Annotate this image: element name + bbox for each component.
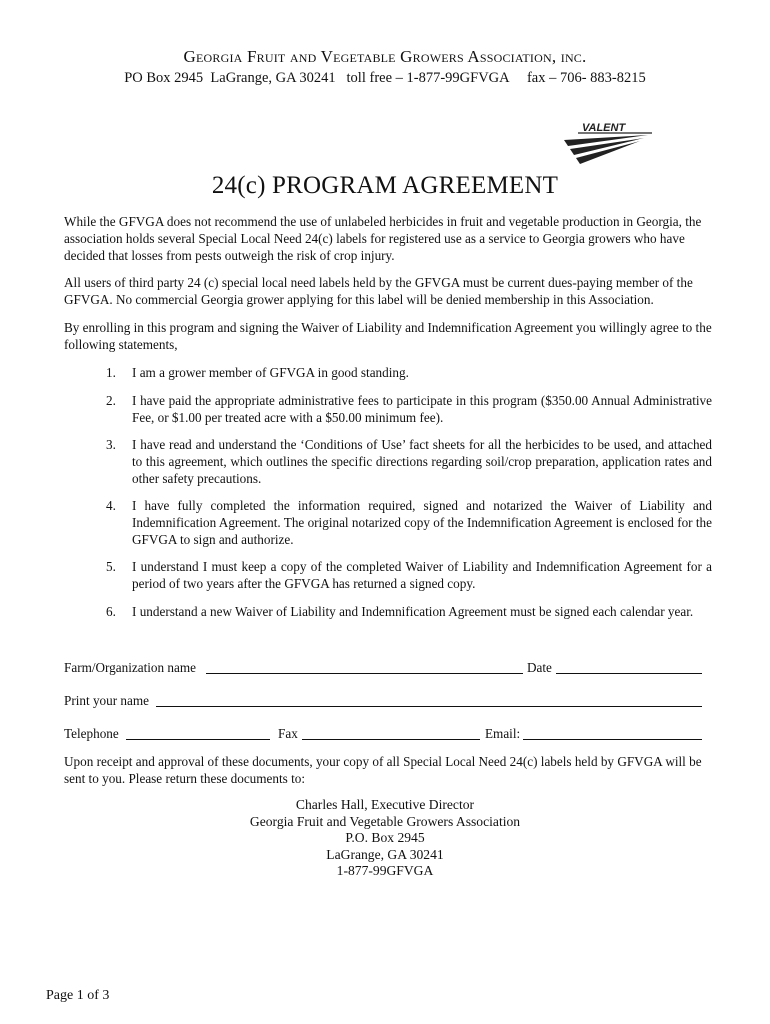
enrollment-paragraph: By enrolling in this program and signing the Waiver of Liability and Indemnification Agreement you willingly agree to the following statements,	[64, 320, 712, 352]
membership-paragraph: All users of third party 24 (c) special local need labels held by the GFVGA must be current dues-paying member of the GFVGA. No commercial Georgia grower applying for this label will be denied membership in this Association.	[64, 275, 693, 307]
email-field[interactable]	[523, 739, 702, 740]
date-field[interactable]	[556, 673, 702, 674]
email-label: Email:	[485, 726, 521, 741]
page-number: Page 1 of 3	[46, 988, 110, 1003]
statement-number: 2.	[106, 393, 116, 408]
statement-text: I have paid the appropriate administrative fees to participate in this program ($350.00 Annual Administrative Fee, or $1.00 per treated acre with a $50.00 minimum fee).	[132, 393, 712, 425]
contact-phone: 1-877-99GFVGA	[336, 863, 434, 878]
statement-number: 1.	[106, 365, 116, 380]
date-label: Date	[527, 660, 552, 675]
statement-number: 3.	[106, 437, 116, 452]
statement-text: I understand I must keep a copy of the completed Waiver of Liability and Indemnification Agreement for a period of two years after the GFVGA has returned a signed copy.	[132, 559, 712, 591]
statement-number: 4.	[106, 498, 116, 513]
contact-org: Georgia Fruit and Vegetable Growers Association	[249, 813, 521, 829]
statement-text: I am a grower member of GFVGA in good standing.	[132, 365, 409, 380]
statement-text: I have read and understand the ‘Conditions of Use’ fact sheets for all the herbicides to be used, and attached to this agreement, which outlines the specific directions regarding soil/crop preparation, application rates and other safety precautions.	[132, 437, 712, 486]
telephone-field[interactable]	[126, 739, 270, 740]
statement-text: I have fully completed the information required, signed and notarized the Waiver of Liability and Indemnification Agreement. The original notarized copy of the Indemnification Agreement is enclosed for the GFVGA to sign and authorize.	[132, 498, 712, 547]
statement-text: I understand a new Waiver of Liability and Indemnification Agreement must be signed each calendar year.	[132, 604, 694, 619]
statement-number: 5.	[106, 559, 116, 574]
fax-label: Fax	[278, 726, 298, 741]
print-name-field[interactable]	[156, 706, 702, 707]
fax-field[interactable]	[302, 739, 480, 740]
valent-logo	[560, 118, 655, 170]
contact-city: LaGrange, GA 30241	[326, 846, 444, 862]
farm-name-field[interactable]	[206, 673, 523, 674]
intro-paragraph: While the GFVGA does not recommend the use of unlabeled herbicides in fruit and vegetable production in Georgia, the association holds several Special Local Need 24(c) labels for registered use as a service to Georgia growers who have decided that losses from pests outweigh the risk of crop injury.	[64, 214, 702, 263]
print-name-label: Print your name	[64, 693, 149, 708]
contact-name: Charles Hall, Executive Director	[295, 797, 475, 812]
org-address: PO Box 2945 LaGrange, GA 30241 toll free – 1-877-99GFVGA fax – 706- 883-8215	[124, 70, 646, 86]
closing-paragraph: Upon receipt and approval of these documents, your copy of all Special Local Need 24(c) labels held by GFVGA will be sent to you. Please return these documents to:	[64, 754, 702, 786]
return-address-block	[0, 797, 770, 880]
logo-text: VALENT	[582, 122, 626, 134]
org-name: Georgia Fruit and Vegetable Growers Association, inc.	[183, 47, 587, 66]
farm-name-label: Farm/Organization name	[64, 660, 196, 675]
document-title: 24(c) PROGRAM AGREEMENT	[211, 172, 559, 199]
contact-pobox: P.O. Box 2945	[345, 830, 425, 845]
telephone-label: Telephone	[64, 726, 119, 741]
statement-number: 6.	[106, 604, 116, 619]
